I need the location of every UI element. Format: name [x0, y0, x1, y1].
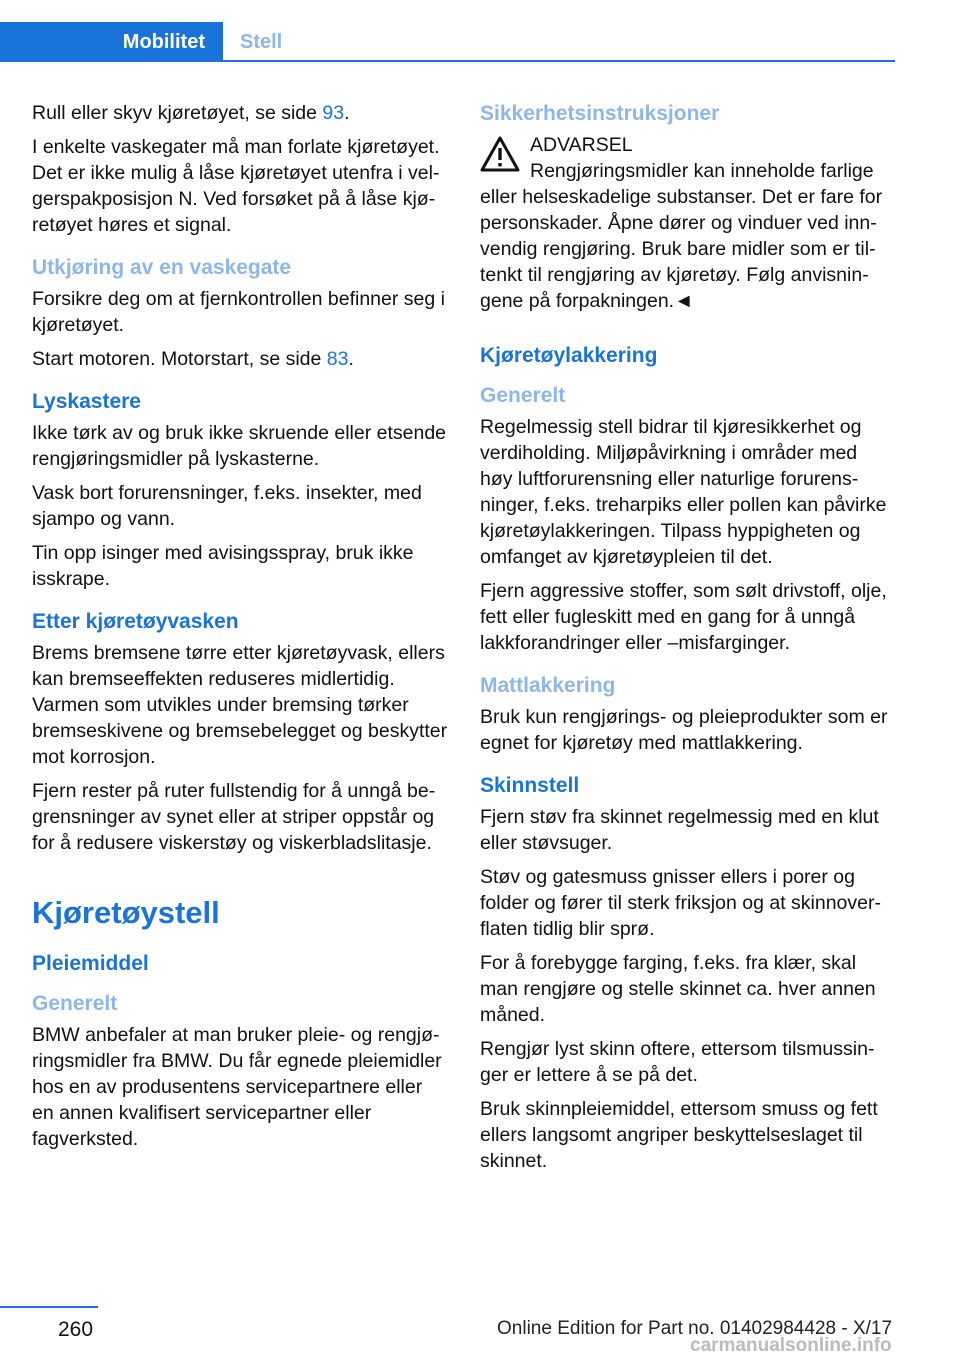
paragraph-lyskastere-3: Tin opp isinger med avisingsspray, bruk ikke isskrape.	[32, 542, 414, 590]
left-column	[32, 100, 448, 1160]
heading-generelt-left: Generelt	[32, 992, 118, 1015]
heading-generelt-right: Generelt	[480, 384, 566, 407]
tab-rule	[0, 60, 895, 62]
paragraph-fjernkontroll: Forsikre deg om at fjernkontrollen befinner seg i kjøretøyet.	[32, 288, 445, 336]
paragraph-matt: Bruk kun rengjørings- og pleieprodukter som er egnet for kjøretøy med mattlakkering.	[480, 706, 888, 754]
tab-stell[interactable]: Stell	[240, 31, 283, 53]
paragraph-lyskastere-2: Vask bort forurensninger, f.eks. insekter, med sjampo og vann.	[32, 482, 422, 530]
paragraph-skinn-4: Rengjør lyst skinn oftere, ettersom tilsmussinger er lettere å se på det.	[480, 1038, 875, 1086]
tab-mobilitet[interactable]: Mobilitet	[0, 22, 223, 62]
right-column	[480, 100, 895, 1182]
paragraph-aggressive: Fjern aggressive stoffer, som sølt drivstoff, olje, fett eller fugleskitt med en gang for å unngå lakkforandringer eller –misfarginger.	[480, 580, 887, 654]
heading-lyskastere: Lyskastere	[32, 390, 141, 413]
warning-triangle-icon	[480, 136, 520, 172]
paragraph-skinn-1: Fjern støv fra skinnet regelmessig med en klut eller støvsuger.	[480, 806, 879, 854]
paragraph-regelmessig: Regelmessig stell bidrar til kjøresikkerhet og verdiholding. Miljøpåvirkning i områder med høy luftforurensning eller naturlige forurensninger, f.eks. treharpiks eller pollen kan påvirke kjøretøylakkeringen. Tilpass hyppigheten og omfanget av kjøretøypleien til det.	[480, 416, 887, 568]
paragraph-start-motor: Start motoren. Motorstart, se side 83.	[32, 348, 354, 370]
edition-text: Online Edition for Part no. 01402984428 - X/17	[497, 1318, 893, 1339]
warning-text: Rengjøringsmidler kan inneholde farlige eller helseskadelige substanser. Det er fare for personskader. Åpne dører og vinduer ved innvendig rengjøring. Bruk bare midler som er tiltenkt til rengjøring av kjøretøy. Følg anvisningene på forpakningen.◄	[480, 160, 883, 312]
heading-etter-vask: Etter kjøretøyvasken	[32, 610, 239, 633]
heading-mattlakkering: Mattlakkering	[480, 674, 616, 697]
section-title: Kjøretøystell	[32, 895, 220, 930]
paragraph-bmw-anbefaler: BMW anbefaler at man bruker pleie- og rengjøringsmidler fra BMW. Du får egnede pleiemidler hos en av produsentens servicepartnere eller en annen kvalifisert servicepartner eller fagverksted.	[32, 1024, 442, 1150]
footer-rule	[0, 1306, 98, 1308]
paragraph-rull: Rull eller skyv kjøretøyet, se side 93.	[32, 102, 350, 124]
warning-label: ADVARSEL	[530, 134, 633, 156]
heading-lakkering: Kjøretøylakkering	[480, 344, 658, 367]
heading-utkjoring: Utkjøring av en vaskegate	[32, 256, 292, 279]
tab-bar	[0, 22, 895, 62]
page-number: 260	[58, 1318, 94, 1341]
paragraph-lyskastere-1: Ikke tørk av og bruk ikke skruende eller etsende rengjøringsmidler på lyskasterne.	[32, 422, 447, 470]
watermark: carmanualsonline.info	[690, 1335, 892, 1356]
paragraph-skinn-5: Bruk skinnpleiemiddel, ettersom smuss og fett ellers langsomt angriper beskyttelseslaget til skinnet.	[480, 1098, 878, 1172]
heading-pleiemiddel: Pleiemiddel	[32, 952, 149, 975]
paragraph-bremser: Brems bremsene tørre etter kjøretøyvask, ellers kan bremseeffekten reduseres midlertidig. Varmen som utvikles under bremsing tørker bremseskivene og bremsebelegget og beskytter mot korrosjon.	[32, 642, 448, 768]
warning-block	[480, 132, 895, 314]
page-link-83[interactable]: 83	[326, 348, 349, 370]
heading-skinnstell: Skinnstell	[480, 774, 580, 797]
paragraph-skinn-2: Støv og gatesmuss gnisser ellers i porer og folder og fører til sterk friksjon og at skinnoverflaten tidlig blir sprø.	[480, 866, 881, 940]
paragraph-skinn-3: For å forebygge farging, f.eks. fra klær, skal man rengjøre og stelle skinnet ca. hver annen måned.	[480, 952, 876, 1026]
page-link-93[interactable]: 93	[322, 102, 345, 124]
paragraph-vaskegater: I enkelte vaskegater må man forlate kjøretøyet. Det er ikke mulig å låse kjøretøyet utenfra i velgerspakposisjon N. Ved forsøket på å låse kjøretøyet høres et signal.	[32, 136, 440, 236]
paragraph-ruter: Fjern rester på ruter fullstendig for å unngå begrensninger av synet eller at striper oppstår og for å redusere viskerstøy og viskerbladslitasje.	[32, 780, 436, 854]
heading-sikkerhet: Sikkerhetsinstruksjoner	[480, 102, 720, 125]
